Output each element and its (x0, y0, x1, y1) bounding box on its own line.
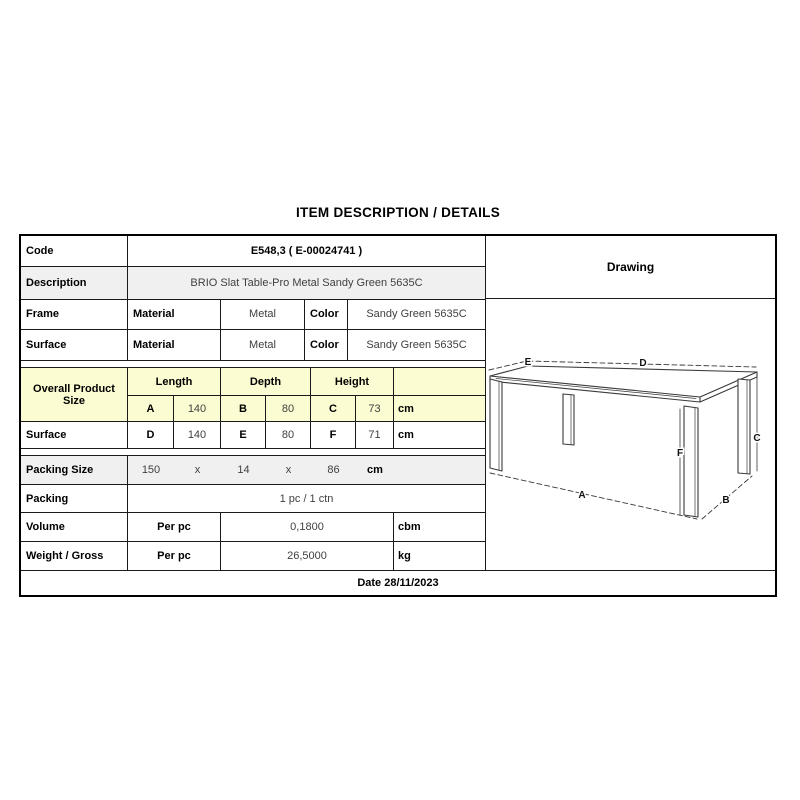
code-value: E548,3 ( E-00024741 ) (250, 244, 363, 257)
dim-label-b: B (722, 495, 730, 506)
packing-label: Packing (21, 485, 128, 513)
weight-label: Weight / Gross (21, 542, 128, 570)
dim-label-d: D (639, 358, 647, 369)
volume-per-label: Per pc (128, 513, 221, 541)
packing-size-values (128, 456, 485, 484)
overall-size-section (21, 368, 485, 422)
surface-row (21, 330, 485, 361)
overall-unit: cm (398, 402, 414, 415)
description-row (21, 267, 485, 300)
back-right-leg (738, 379, 750, 474)
section-divider (21, 449, 485, 456)
dim-a-value: 140 (174, 396, 221, 421)
dim-d-value: 140 (174, 422, 221, 448)
volume-value: 0,1800 (221, 513, 394, 541)
date-row (21, 570, 775, 595)
description-label: Description (21, 267, 128, 299)
length-header: Length (128, 368, 221, 395)
packing-size-row (21, 456, 485, 485)
frame-color-value: Sandy Green 5635C (366, 308, 467, 321)
a-dimension-line (490, 473, 697, 519)
dim-f-key: F (311, 422, 356, 448)
height-header: Height (311, 368, 394, 395)
tabletop-top-face (490, 366, 757, 397)
packing-size-label: Packing Size (21, 456, 128, 484)
frame-label: Frame (21, 300, 128, 330)
dim-c-key: C (311, 396, 356, 421)
volume-label: Volume (21, 513, 128, 541)
surface-material-label: Material (128, 330, 221, 360)
volume-unit: cbm (398, 521, 421, 534)
surface-color-label: Color (305, 330, 348, 360)
dim-f-value: 71 (356, 422, 394, 448)
frame-material-value: Metal (221, 300, 305, 330)
date-value: Date 28/11/2023 (357, 577, 439, 589)
back-left-leg (563, 394, 574, 445)
dim-e-key: E (221, 422, 266, 448)
dim-b-key: B (221, 396, 266, 421)
packing-x1: x (194, 463, 201, 476)
description-value: BRIO Slat Table-Pro Metal Sandy Green 5635C (190, 276, 423, 289)
overall-size-label: Overall Product Size (21, 368, 128, 421)
packing-length: 150 (141, 463, 161, 476)
surface-size-row (21, 422, 485, 449)
surface-size-label: Surface (21, 422, 128, 448)
depth-header: Depth (221, 368, 311, 395)
page-title: ITEM DESCRIPTION / DETAILS (295, 205, 501, 220)
overall-size-grid (128, 368, 485, 421)
front-left-leg (490, 379, 502, 471)
dim-label-e: E (524, 357, 532, 368)
dim-label-f: F (676, 448, 684, 459)
drawing-panel (485, 236, 775, 570)
item-details-table (19, 234, 777, 597)
code-row (21, 236, 485, 267)
dim-c-value: 73 (356, 396, 394, 421)
dim-e-value: 80 (266, 422, 311, 448)
drawing-header: Drawing (486, 236, 775, 299)
dim-b-value: 80 (266, 396, 311, 421)
front-right-leg (684, 406, 698, 517)
packing-value: 1 pc / 1 ctn (279, 492, 334, 505)
code-label: Code (21, 236, 128, 266)
weight-unit: kg (398, 550, 411, 563)
surface-size-unit: cm (398, 428, 414, 441)
dim-label-a: A (578, 490, 586, 501)
dim-label-c: C (753, 433, 761, 444)
surface-color-value: Sandy Green 5635C (366, 339, 467, 352)
packing-width: 14 (237, 463, 250, 476)
dim-d-key: D (128, 422, 174, 448)
frame-row (21, 300, 485, 331)
overall-size-value-row (128, 396, 485, 421)
frame-material-label: Material (128, 300, 221, 330)
packing-height: 86 (327, 463, 340, 476)
weight-per-label: Per pc (128, 542, 221, 570)
table-body (21, 236, 775, 570)
details-section (21, 236, 485, 570)
weight-value: 26,5000 (221, 542, 394, 570)
table-drawing (486, 299, 775, 569)
packing-x2: x (285, 463, 292, 476)
weight-row (21, 542, 485, 570)
packing-row (21, 485, 485, 514)
dim-a-key: A (128, 396, 174, 421)
surface-material-value: Metal (221, 330, 305, 360)
surface-label: Surface (21, 330, 128, 360)
drawing-area (486, 299, 775, 570)
volume-row (21, 513, 485, 542)
frame-color-label: Color (305, 300, 348, 330)
overall-size-header-row (128, 368, 485, 396)
packing-size-unit: cm (367, 463, 383, 476)
overall-unit-header (394, 368, 485, 395)
section-divider (21, 361, 485, 368)
